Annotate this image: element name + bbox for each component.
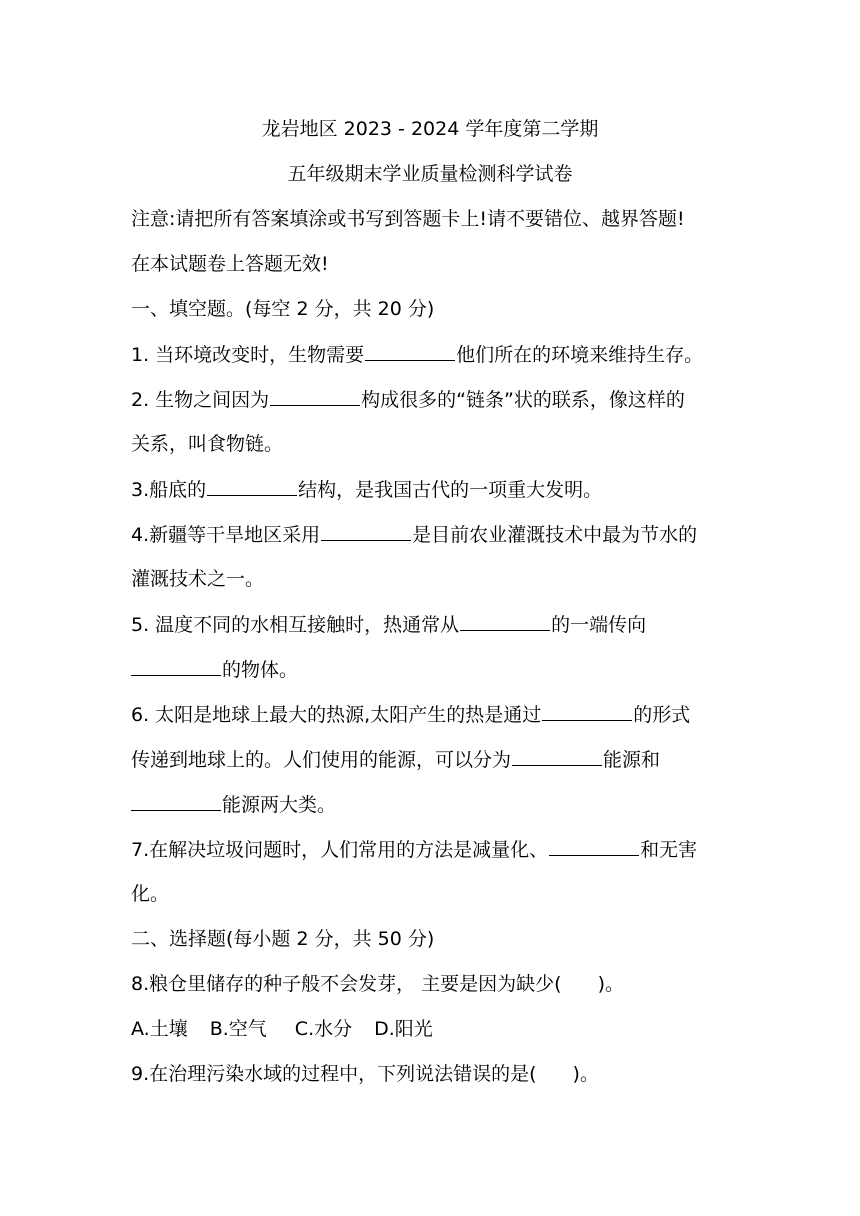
q6-blank-1 xyxy=(542,702,632,721)
question-8 xyxy=(131,972,731,996)
q6-blank-3 xyxy=(131,792,221,811)
question-5 xyxy=(131,612,731,637)
q1-text-a: 1. 当环境改变时，生物需要 xyxy=(131,344,365,366)
q5-blank-1 xyxy=(460,612,550,631)
q2-text-a: 2. 生物之间因为 xyxy=(131,389,270,411)
question-2-cont: 关系，叫食物链。 xyxy=(131,433,284,455)
question-9 xyxy=(131,1062,731,1086)
question-5-cont xyxy=(131,657,731,682)
q8-option-b: B.空气 xyxy=(209,1018,267,1040)
notice-line-2: 在本试题卷上答题无效! xyxy=(131,253,329,275)
q7-blank xyxy=(549,837,639,856)
q8-option-c: C.水分 xyxy=(294,1018,353,1040)
q7-text-a: 7.在解决垃圾问题时，人们常用的方法是减量化、 xyxy=(131,839,549,861)
q8-stem-b: )。 xyxy=(597,973,625,995)
q5-text-b: 的一端传向 xyxy=(551,614,647,636)
question-4-cont: 灌溉技术之一。 xyxy=(131,568,265,590)
q5-blank-2 xyxy=(131,657,221,676)
q8-stem-a: 8.粮仓里储存的种子般不会发芽， 主要是因为缺少( xyxy=(131,973,562,995)
q6-text-c: 传递到地球上的。人们使用的能源，可以分为 xyxy=(131,749,512,771)
q6-text-b: 的形式 xyxy=(633,704,691,726)
question-6 xyxy=(131,702,731,727)
q4-text-a: 4.新疆等干旱地区采用 xyxy=(131,524,321,546)
q9-stem-a: 9.在治理污染水域的过程中，下列说法错误的是( xyxy=(131,1063,537,1085)
section-2-heading: 二、选择题(每小题 2 分，共 50 分) xyxy=(131,928,435,950)
q6-blank-2 xyxy=(512,747,602,766)
q4-text-b: 是目前农业灌溉技术中最为节水的 xyxy=(412,524,698,546)
q2-text-b: 构成很多的“链条”状的联系，像这样的 xyxy=(361,389,685,411)
q5-text-a: 5. 温度不同的水相互接触时，热通常从 xyxy=(131,614,460,636)
exam-title: 龙岩地区 2023 - 2024 学年度第二学期 xyxy=(261,118,599,140)
q5-text-c: 的物体。 xyxy=(222,659,299,681)
q1-text-b: 他们所在的环境来维持生存。 xyxy=(456,344,704,366)
q6-text-d: 能源和 xyxy=(603,749,661,771)
q4-blank xyxy=(321,522,411,541)
q3-text-a: 3.船底的 xyxy=(131,479,207,501)
q1-blank xyxy=(365,342,455,361)
question-1 xyxy=(131,342,731,367)
question-7-cont: 化。 xyxy=(131,883,170,905)
q8-option-a: A.土壤 xyxy=(131,1018,188,1040)
question-3 xyxy=(131,477,731,502)
q6-text-a: 6. 太阳是地球上最大的热源,太阳产生的热是通过 xyxy=(131,704,542,726)
q3-blank xyxy=(207,477,297,496)
question-7 xyxy=(131,837,731,862)
question-2 xyxy=(131,387,731,412)
q2-blank xyxy=(270,387,360,406)
q3-text-b: 结构，是我国古代的一项重大发明。 xyxy=(298,479,603,501)
question-4 xyxy=(131,522,731,547)
exam-subtitle: 五年级期末学业质量检测科学试卷 xyxy=(287,163,573,185)
q6-text-e: 能源两大类。 xyxy=(222,794,337,816)
question-6-cont xyxy=(131,747,731,772)
question-8-options xyxy=(131,1017,731,1041)
q8-option-d: D.阳光 xyxy=(374,1018,433,1040)
q9-stem-b: )。 xyxy=(572,1063,599,1085)
notice-line-1: 注意:请把所有答案填涂或书写到答题卡上!请不要错位、越界答题! xyxy=(131,208,685,230)
question-6-cont-2 xyxy=(131,792,731,817)
q7-text-b: 和无害 xyxy=(640,839,698,861)
section-1-heading: 一、填空题。(每空 2 分，共 20 分) xyxy=(131,298,435,320)
